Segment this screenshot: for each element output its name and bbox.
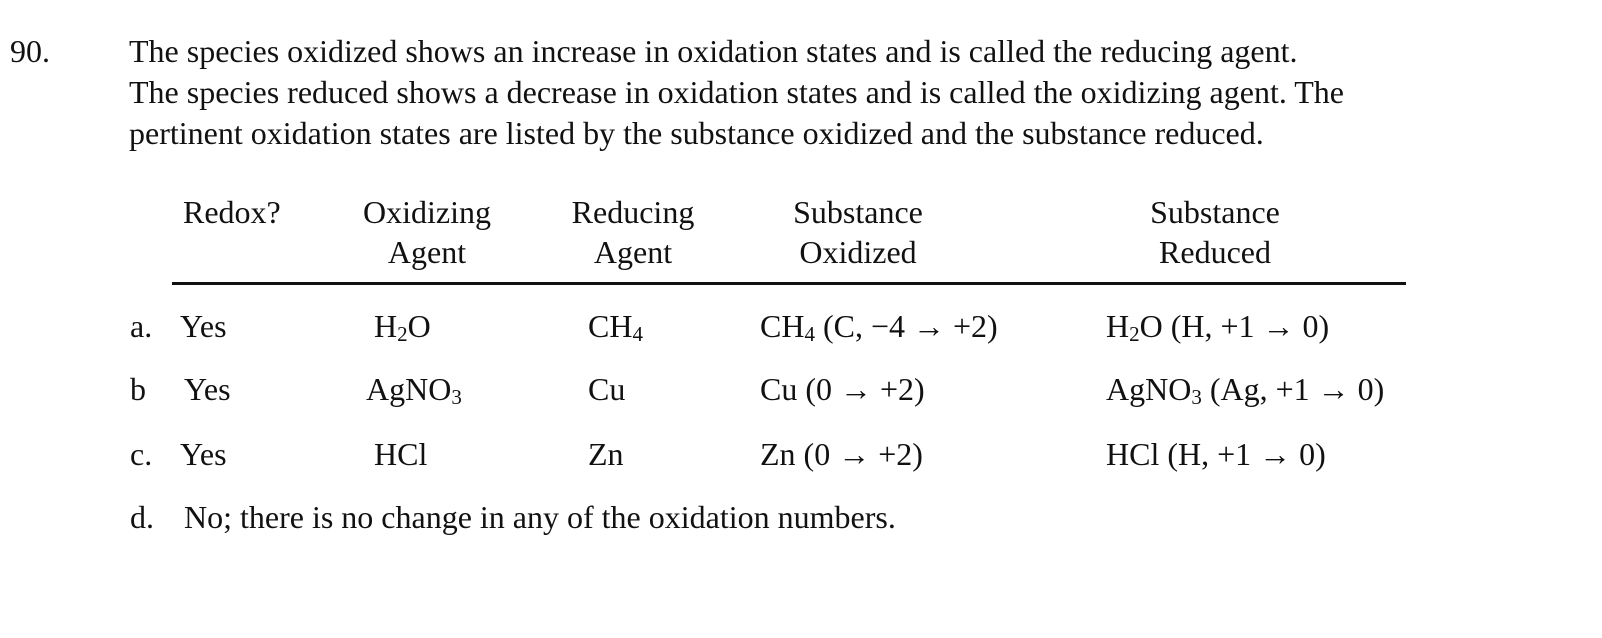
intro-line: The species oxidized shows an increase in oxidation states and is called the reducing agent. (129, 33, 1298, 69)
redox-value: Yes (180, 436, 227, 472)
redox-value: Yes (180, 308, 227, 344)
header-line: Agent (387, 234, 467, 270)
header-reducing-agent (563, 192, 703, 272)
oxidizing-agent-cell: HCl (374, 436, 428, 472)
row-label: a. (130, 308, 153, 344)
header-rule (172, 282, 1406, 285)
header-line: Oxidizing (363, 194, 491, 230)
substance-reduced-cell: H2O (H, +1 → 0) (1106, 308, 1330, 346)
substance-oxidized-cell: CH4 (C, −4 → +2) (760, 308, 998, 346)
row-d-statement: No; there is no change in any of the oxidation numbers. (184, 499, 896, 535)
header-line: Agent (593, 234, 673, 270)
reducing-agent-cell: Zn (588, 436, 624, 472)
row-label: c. (130, 436, 153, 472)
reducing-agent-cell: Cu (588, 371, 626, 407)
header-substance-reduced (1130, 192, 1300, 272)
reducing-agent-cell: CH4 (588, 308, 643, 346)
intro-line: The species reduced shows a decrease in oxidation states and is called the oxidizing agent. The (129, 74, 1344, 110)
row-label: d. (130, 499, 154, 535)
header-line: Reducing (571, 194, 695, 230)
header-line: Reduced (1159, 234, 1271, 270)
header-line: Substance (793, 194, 923, 230)
oxidizing-agent-cell: AgNO3 (366, 371, 462, 409)
header-oxidizing-agent (357, 192, 497, 272)
intro-line: pertinent oxidation states are listed by the substance oxidized and the substance reduced. (129, 115, 1264, 151)
oxidizing-agent-cell: H2O (374, 308, 431, 346)
header-substance-oxidized (778, 192, 938, 272)
substance-reduced-cell: HCl (H, +1 → 0) (1106, 436, 1326, 472)
row-label: b (130, 371, 146, 407)
header-redox: Redox? (183, 194, 281, 230)
substance-oxidized-cell: Cu (0 → +2) (760, 371, 925, 407)
substance-reduced-cell: AgNO3 (Ag, +1 → 0) (1106, 371, 1385, 409)
header-line: Oxidized (799, 234, 917, 270)
problem-number: 90. (10, 33, 50, 69)
header-line: Substance (1150, 194, 1280, 230)
intro-paragraph (129, 31, 1569, 154)
redox-value: Yes (184, 371, 231, 407)
substance-oxidized-cell: Zn (0 → +2) (760, 436, 923, 472)
